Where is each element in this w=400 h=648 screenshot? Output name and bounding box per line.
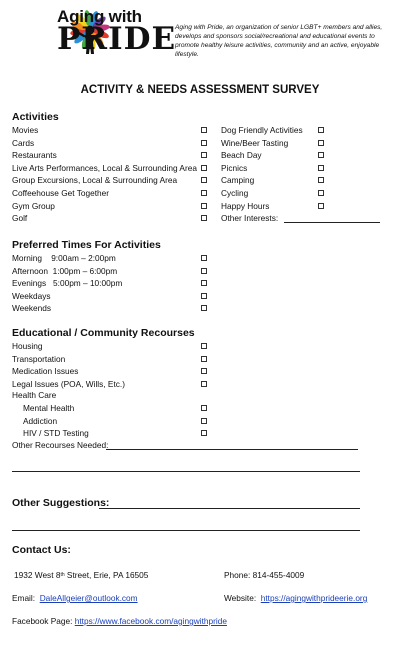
checkbox[interactable] [201,280,207,286]
organization-tagline: Aging with Pride, an organization of senior LGBT+ members and allies, develops and sponsors social/recreational and educational events to promote healthy leisure activities, community and an active, enjoyable lifestyle. [175,24,383,58]
item-label: Restaurants [12,150,57,161]
checkbox[interactable] [318,140,324,146]
item-label: Mental Health [23,403,75,413]
other-interests-label: Other Interests: [221,213,279,223]
item-label: Legal Issues (POA, Wills, Etc.) [12,378,125,389]
item-label: Live Arts Performances, Local & Surrounding Area [12,162,197,173]
checkbox[interactable] [201,268,207,274]
item-label: Afternoon 1:00pm – 6:00pm [12,265,118,276]
checkbox[interactable] [201,368,207,374]
item-label: Golf [12,213,28,224]
checkbox[interactable] [201,418,207,424]
checkbox[interactable] [201,165,207,171]
checkbox[interactable] [201,255,207,261]
item-label: Wine/Beer Tasting [221,137,289,148]
other-resources-label: Other Recourses Needed: [12,440,109,450]
checkbox[interactable] [318,165,324,171]
facebook-link[interactable]: https://www.facebook.com/agingwithpride [74,616,227,626]
item-label: Cycling [221,188,249,198]
checkbox[interactable] [201,405,207,411]
checkbox[interactable] [201,305,207,311]
checkbox[interactable] [201,152,207,158]
checkbox[interactable] [201,177,207,183]
item-label: Weekends [12,303,52,314]
health-care-label: Health Care [12,390,57,400]
contact-address: 1932 West 8th Street, Erie, PA 16505 [14,570,149,580]
checkbox[interactable] [201,293,207,299]
checkbox[interactable] [201,140,207,146]
other-resources-input-line[interactable] [106,449,358,450]
item-label: Beach Day [221,150,262,161]
resources-heading: Educational / Community Recourses [12,327,195,339]
item-label: Movies [12,125,39,135]
checkbox[interactable] [318,177,324,183]
item-label: Picnics [221,162,248,173]
item-label: Evenings 5:00pm – 10:00pm [12,278,123,289]
item-label: Addiction [23,415,58,426]
item-label: Medication Issues [12,366,79,377]
item-label: Dog Friendly Activities [221,125,303,135]
email-link[interactable]: DaleAllgeier@outlook.com [39,593,138,603]
activities-heading: Activities [12,111,59,123]
checkbox[interactable] [318,152,324,158]
checkbox[interactable] [201,127,207,133]
item-label: Gym Group [12,200,55,211]
checkbox[interactable] [318,127,324,133]
survey-title: ACTIVITY & NEEDS ASSESSMENT SURVEY [80,84,320,96]
brand-name-line2: PRIDE [57,21,177,57]
checkbox[interactable] [201,203,207,209]
checkbox[interactable] [201,356,207,362]
checkbox[interactable] [318,190,324,196]
checkbox[interactable] [201,190,207,196]
checkbox[interactable] [201,381,207,387]
other-resources-input-line-2[interactable] [12,471,360,472]
item-label: Housing [12,341,43,351]
checkbox[interactable] [201,343,207,349]
brand-name-line1: Aging with [57,7,142,26]
item-label: Transportation [12,353,66,364]
item-label: Morning 9:00am – 2:00pm [12,253,116,263]
item-label: Camping [221,175,255,186]
item-label: HIV / STD Testing [23,428,89,439]
item-label: Cards [12,137,35,148]
other-interests-input-line[interactable] [284,222,380,223]
checkbox[interactable] [318,203,324,209]
item-label: Happy Hours [221,200,270,211]
suggestions-input-line-2[interactable] [12,530,360,531]
preferred-times-heading: Preferred Times For Activities [12,239,161,251]
item-label: Group Excursions, Local & Surrounding Area [12,175,178,186]
checkbox[interactable] [201,430,207,436]
contact-email: Email: DaleAllgeier@outlook.com [12,593,138,603]
contact-website: Website: https://agingwithprideerie.org [224,593,368,603]
item-label: Weekdays [12,290,51,301]
contact-facebook: Facebook Page: https://www.facebook.com/agingwithpride [12,616,227,626]
contact-phone: Phone: 814-455-4009 [224,570,305,580]
checkbox[interactable] [201,215,207,221]
item-label: Coffeehouse Get Together [12,188,110,198]
website-link[interactable]: https://agingwithprideerie.org [260,593,368,603]
suggestions-input-line[interactable] [99,508,360,509]
other-suggestions-label: Other Suggestions: [12,497,110,509]
contact-heading: Contact Us: [12,544,71,556]
